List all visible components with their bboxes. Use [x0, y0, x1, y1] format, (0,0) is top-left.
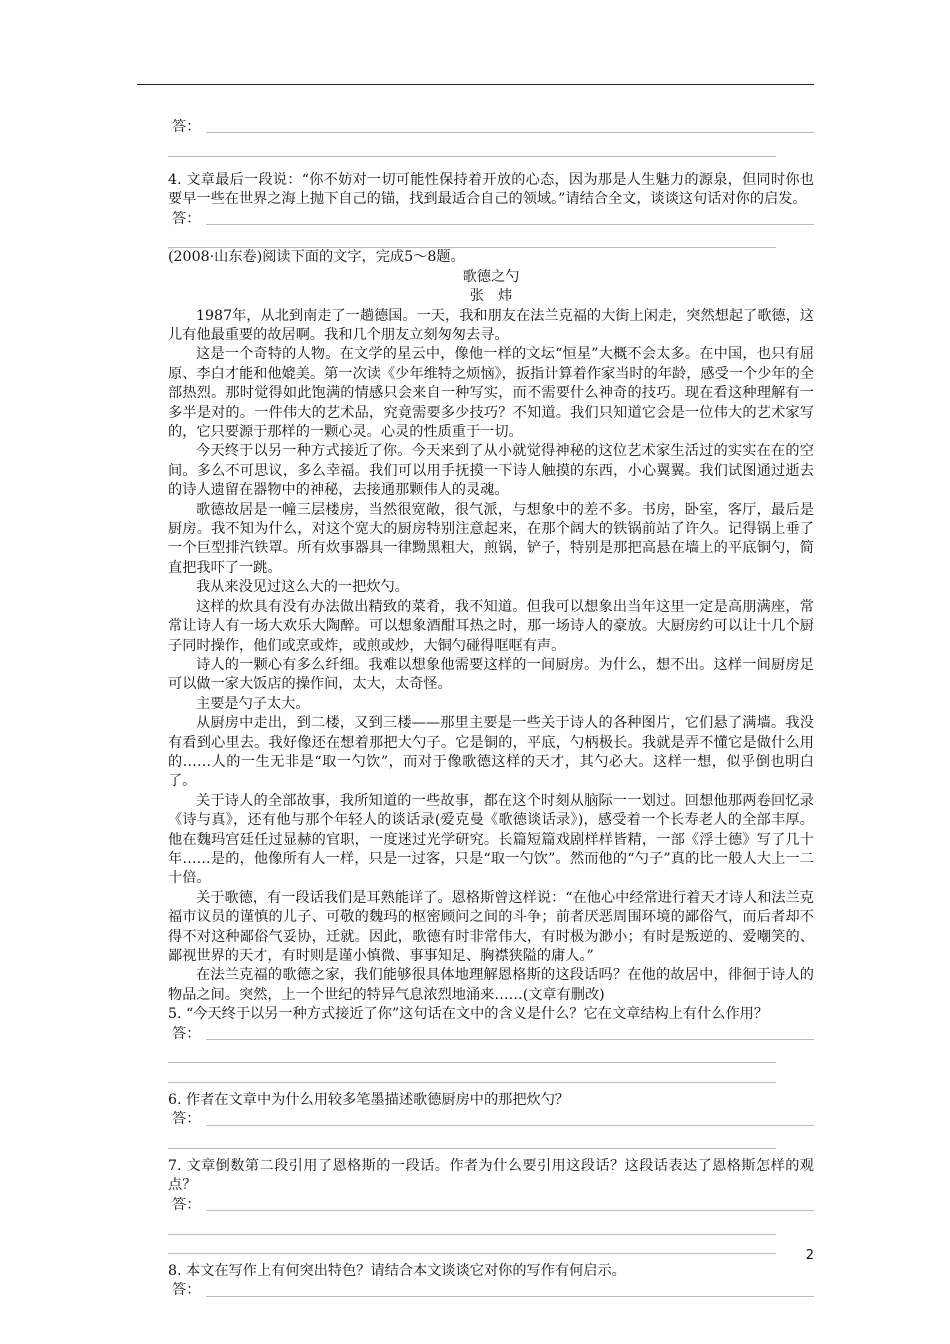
answer-line-q4[interactable] [168, 210, 814, 229]
passage-title: 歌德之勺 [462, 268, 520, 285]
passage-paragraph: 主要是勺子太大。 [196, 695, 310, 712]
passage-paragraph: 这样的炊具有没有办法做出精致的菜肴，我不知道。但我可以想象出当年这里一定是高朋满座，常常让诗人有一场大欢乐大陶醉。可以想象酒酣耳热之时，那一场诗人的豪放。大厨房约可以让十几个厨子同时操作，他们或烹或炸，或煎或炒，大铜勺碰得哐哐有声。 [168, 598, 814, 654]
page-content [168, 118, 814, 1301]
answer-underline [206, 1125, 814, 1126]
answer-blank-line[interactable] [168, 1063, 776, 1082]
answer-underline [206, 132, 814, 133]
passage-paragraph: 在法兰克福的歌德之家，我们能够很具体地理解恩格斯的这段话吗？在他的故居中，徘徊于诗人的物品之间。突然，上一个世纪的特异气息浓烈地涌来……(文章有删改) [168, 967, 814, 1003]
question-8: 8. 本文在写作上有何突出特色？请结合本文谈谈它对你的写作有何启示。 [168, 1262, 626, 1279]
answer-line-q3[interactable] [168, 118, 814, 137]
answer-label: 答： [172, 1111, 201, 1128]
passage-paragraph: 我从来没见过这么大的一把炊勺。 [196, 579, 409, 596]
header-rule [137, 84, 814, 85]
answer-blank-line[interactable] [168, 1044, 776, 1063]
answer-blank-line[interactable] [168, 1215, 776, 1234]
question-4: 4. 文章最后一段说：“你不妨对一切可能性保持着开放的心态，因为那是人生魅力的源泉，但同时你也要早一些在世界之海上抛下自己的锚，找到最适合自己的领域。”请结合全文，谈谈这句话对你的启发。 [168, 171, 814, 208]
answer-label: 答： [172, 210, 201, 227]
answer-label: 答： [172, 1025, 201, 1042]
answer-line-q8[interactable] [168, 1281, 814, 1300]
answer-line-q5[interactable] [168, 1025, 814, 1044]
passage-paragraph: 1987年，从北到南走了一趟德国。一天，我和朋友在法兰克福的大街上闲走，突然想起了歌德，这儿有他最重要的故居啊。我和几个朋友立刻匆匆去寻。 [168, 307, 814, 343]
question-5: 5. “今天终于以另一种方式接近了你”这句话在文中的含义是什么？它在文章结构上有什么作用？ [168, 1006, 769, 1023]
answer-label: 答： [172, 1196, 201, 1213]
answer-underline [206, 224, 814, 225]
page-number: 2 [805, 1248, 814, 1263]
passage-paragraph: 从厨房中走出，到二楼，又到三楼——那里主要是一些关于诗人的各种图片，它们悬了满墙。我没有看到心里去。我好像还在想着那把大勺子。它是铜的，平底，勺柄极长。我就是弄不懂它是做什么用的……人的一生无非是“取一勺饮”，而对于像歌德这样的天才，其勺必大。这样一想，似乎倒也明白了。 [168, 715, 814, 790]
passage-paragraph: 诗人的一颗心有多么纤细。我难以想象他需要这样的一间厨房。为什么，想不出。这样一间厨房足可以做一家大饭店的操作间，太大，太奇怪。 [168, 656, 814, 693]
passage-paragraph: 今天终于以另一种方式接近了你。今天来到了从小就觉得神秘的这位艺术家生活过的实实在在的空间。多么不可思议，多么幸福。我们可以用手抚摸一下诗人触摸的东西，小心翼翼。我们试图通过逝去的诗人遗留在器物中的神秘，去接通那颗伟人的灵魂。 [168, 443, 814, 499]
question-6: 6. 作者在文章中为什么用较多笔墨描述歌德厨房中的那把炊勺？ [168, 1091, 570, 1108]
answer-underline [206, 1039, 814, 1040]
passage-paragraph: 关于歌德，有一段话我们是耳熟能详了。恩格斯曾这样说：“在他心中经常进行着天才诗人和法兰克福市议员的谨慎的儿子、可敬的魏玛的枢密顾问之间的斗争；前者厌恶周围环境的鄙俗气，而后者却不得不对这种鄙俗气妥协，迁就。因此，歌德有时非常伟大，有时极为渺小；有时是叛逆的、爱嘲笑的、鄙视世界的天才，有时则是谨小慎微、事事知足、胸襟狭隘的庸人。” [168, 889, 814, 964]
passage-author: 张 炜 [469, 288, 513, 305]
answer-line-q7[interactable] [168, 1196, 814, 1215]
answer-line-q6[interactable] [168, 1110, 814, 1129]
answer-blank-line[interactable] [168, 1235, 776, 1254]
passage-paragraph: 这是一个奇特的人物。在文学的星云中，像他一样的文坛“恒星”大概不会太多。在中国，也只有屈原、李白才能和他媲美。第一次读《少年维特之烦恼》，扳指计算着作家当时的年龄，感受一个少年的全部热烈。那时觉得如此饱满的情感只会来自一种写实，而不需要什么神奇的技巧。现在看这种理解有一多半是对的。一件伟大的艺术品，究竟需要多少技巧？不知道。我们只知道它会是一位伟大的艺术家写的，它只要源于那样的一颗心灵。心灵的性质重于一切。 [168, 346, 814, 441]
passage-paragraph: 歌德故居是一幢三层楼房，当然很宽敞，很气派，与想象中的差不多。书房，卧室，客厅，最后是厨房。我不知为什么，对这个宽大的厨房特别注意起来，在那个阔大的铁锅前站了许久。记得锅上垂了一个巨型排汽铁罩。所有炊事器具一律黝黑粗大，煎锅，铲子，特别是那把高悬在墙上的平底铜勺，简直把我吓了一跳。 [168, 501, 814, 576]
answer-blank-line[interactable] [168, 229, 776, 248]
answer-label: 答： [172, 118, 201, 135]
answer-blank-line[interactable] [168, 1130, 776, 1149]
answer-label: 答： [172, 1282, 201, 1299]
answer-blank-line[interactable] [168, 137, 776, 156]
answer-underline [206, 1296, 814, 1297]
passage-intro: (2008·山东卷)阅读下面的文字，完成5～8题。 [168, 249, 465, 266]
answer-underline [206, 1210, 814, 1211]
passage-paragraph: 关于诗人的全部故事，我所知道的一些故事，都在这个时刻从脑际一一划过。回想他那两卷回忆录《诗与真》，还有他与那个年轻人的谈话录(爱克曼《歌德谈话录》)，感受着一个长寿老人的全部丰厚。他在魏玛宫廷任过显赫的官职，一度迷过光学研究。长篇短篇戏剧样样皆精，一部《浮士德》写了几十年……是的，他像所有人一样，只是一过客，只是“取一勺饮”。然而他的“勺子”真的比一般人大上一二十倍。 [168, 792, 814, 887]
question-7: 7. 文章倒数第二段引用了恩格斯的一段话。作者为什么要引用这段话？这段话表达了恩格斯怎样的观点？ [168, 1157, 814, 1194]
